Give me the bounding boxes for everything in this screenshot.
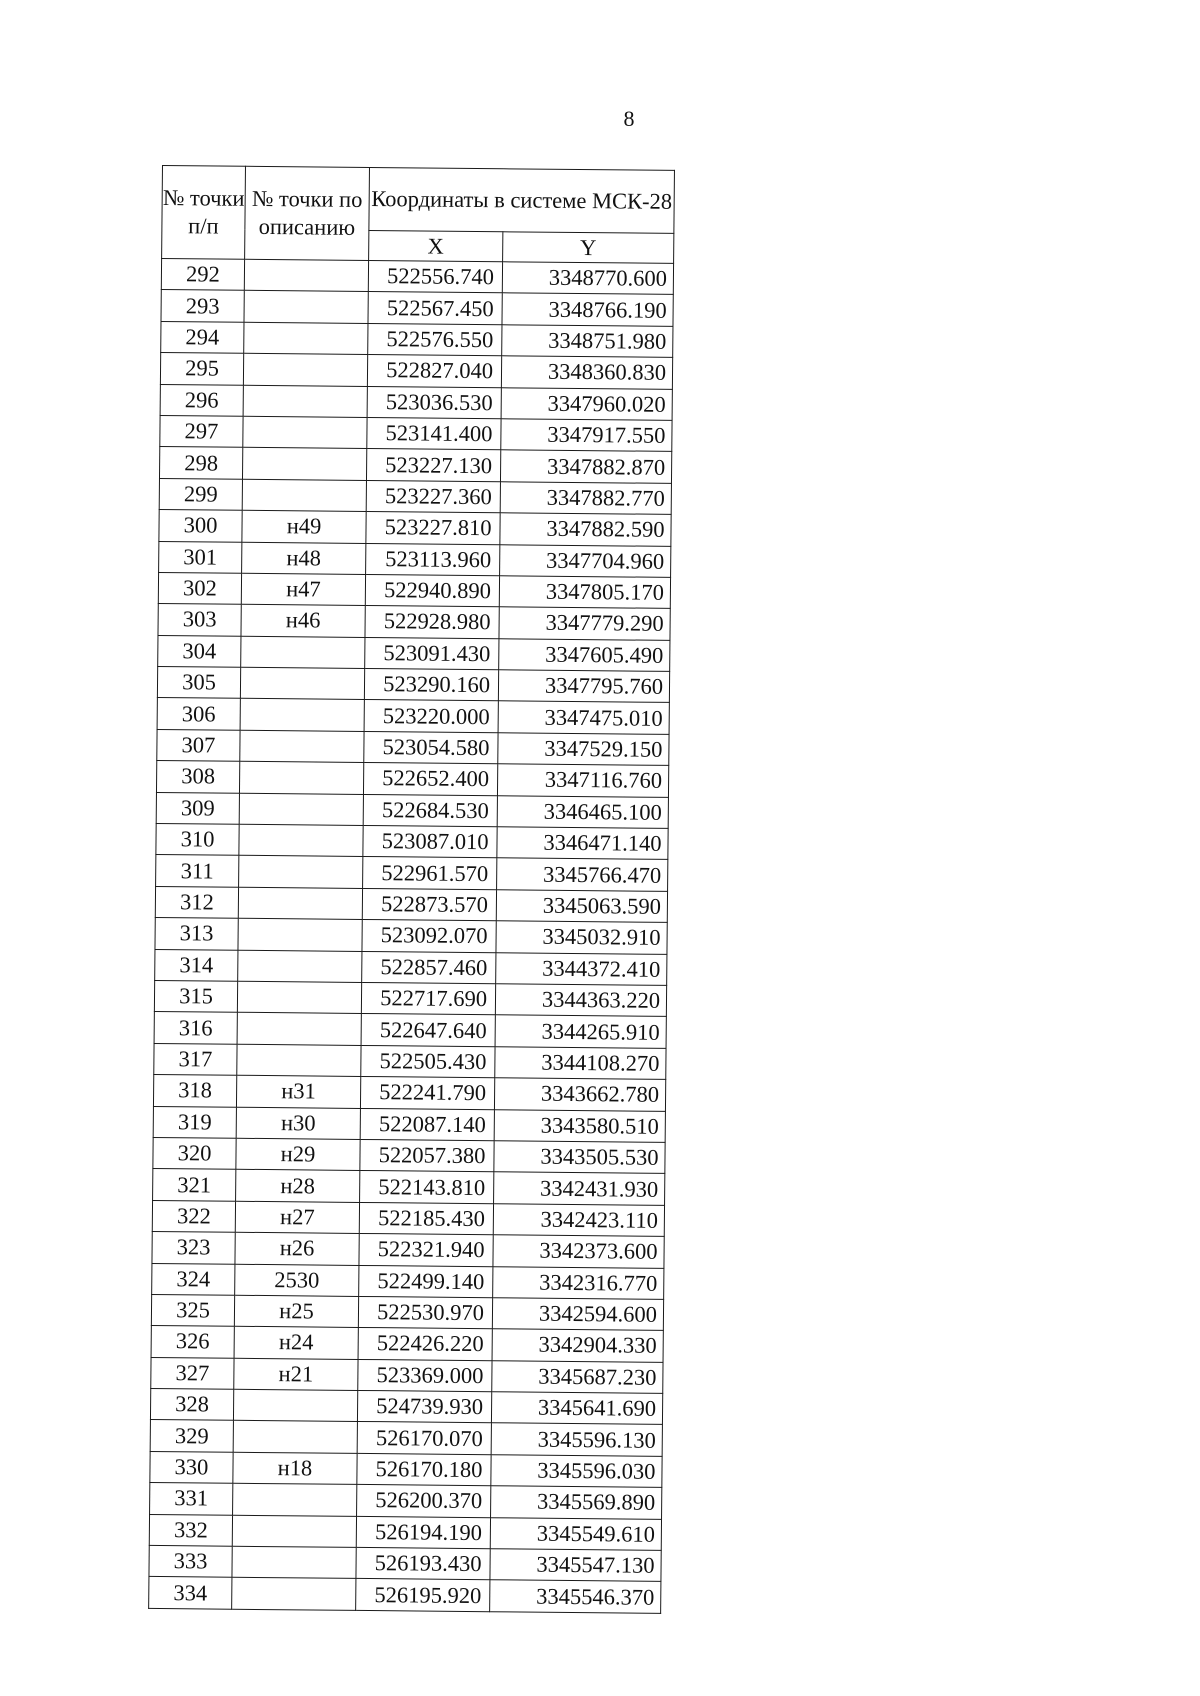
description-point-cell [242, 479, 366, 512]
description-point-cell: н24 [234, 1327, 358, 1360]
point-number-cell: 328 [150, 1389, 233, 1421]
x-coordinate-cell: 523036.530 [367, 386, 501, 419]
description-point-cell [242, 448, 366, 481]
x-coordinate-cell: 522057.380 [360, 1139, 494, 1172]
y-coordinate-cell: 3345569.890 [491, 1486, 662, 1519]
y-coordinate-cell: 3345063.590 [496, 890, 667, 923]
description-point-cell [238, 918, 362, 951]
table-row [161, 321, 673, 357]
y-coordinate-cell: 3346471.140 [497, 827, 668, 860]
point-number-cell: 315 [154, 980, 237, 1012]
description-point-cell [239, 824, 363, 857]
x-coordinate-cell: 523369.000 [358, 1359, 492, 1392]
description-point-cell: н28 [236, 1170, 360, 1203]
description-point-cell [240, 667, 364, 700]
table-row [158, 635, 670, 671]
point-number-cell: 332 [149, 1514, 232, 1546]
y-coordinate-cell: 3345766.470 [497, 858, 668, 891]
y-coordinate-cell: 3345546.370 [490, 1580, 661, 1613]
table-row [149, 1514, 661, 1550]
point-number-cell: 326 [151, 1326, 234, 1358]
table-row [161, 259, 673, 295]
table-row [153, 1169, 665, 1205]
point-number-cell: 317 [154, 1043, 237, 1075]
description-point-cell: н29 [236, 1138, 360, 1171]
x-coordinate-cell: 523054.580 [364, 731, 498, 764]
x-coordinate-cell: 523087.010 [363, 825, 497, 858]
y-coordinate-cell: 3347605.490 [499, 638, 670, 671]
table-row [152, 1200, 664, 1236]
point-number-cell: 319 [153, 1106, 236, 1138]
table-row [158, 604, 670, 640]
table-row [154, 1012, 666, 1048]
description-point-cell [238, 950, 362, 983]
y-coordinate-cell: 3347704.960 [500, 544, 671, 577]
point-number-cell: 294 [161, 321, 244, 353]
point-number-cell: 300 [159, 510, 242, 542]
table-row [160, 353, 672, 389]
table-row [152, 1263, 664, 1299]
x-coordinate-cell: 523227.810 [366, 512, 500, 545]
y-coordinate-cell: 3343580.510 [494, 1109, 665, 1142]
y-coordinate-cell: 3347882.770 [500, 481, 671, 514]
description-point-cell [243, 385, 367, 418]
point-number-cell: 329 [150, 1420, 233, 1452]
y-coordinate-cell: 3345596.130 [491, 1423, 662, 1456]
y-coordinate-cell: 3347779.290 [499, 607, 670, 640]
description-point-cell [233, 1421, 357, 1454]
description-point-cell [240, 699, 364, 732]
header-y: Y [503, 232, 674, 264]
x-coordinate-cell: 522321.940 [359, 1234, 493, 1267]
header-description-point: № точки по описанию [245, 166, 370, 260]
table-row [157, 729, 669, 765]
table-row [159, 447, 671, 483]
description-point-cell: н18 [233, 1452, 357, 1485]
description-point-cell [240, 730, 364, 763]
y-coordinate-cell: 3347805.170 [499, 576, 670, 609]
table-row [161, 290, 673, 326]
description-point-cell [239, 856, 363, 889]
x-coordinate-cell: 522576.550 [368, 323, 502, 356]
table-row [151, 1326, 663, 1362]
x-coordinate-cell: 526194.190 [356, 1516, 490, 1549]
y-coordinate-cell: 3345596.030 [491, 1455, 662, 1488]
table-row [156, 824, 668, 860]
x-coordinate-cell: 522873.570 [362, 888, 496, 921]
point-number-cell: 333 [149, 1545, 232, 1577]
table-row [151, 1294, 663, 1330]
table-header [162, 166, 675, 264]
header-coordinates: Координаты в системе МСК-28 [369, 167, 675, 233]
x-coordinate-cell: 526200.370 [357, 1485, 491, 1518]
table-row [155, 949, 667, 985]
point-number-cell: 331 [150, 1483, 233, 1515]
table-row [159, 510, 671, 546]
table-row [150, 1483, 662, 1519]
point-number-cell: 318 [153, 1075, 236, 1107]
y-coordinate-cell: 3344108.270 [495, 1047, 666, 1080]
description-point-cell [237, 981, 361, 1014]
description-point-cell: н49 [242, 510, 366, 543]
x-coordinate-cell: 522857.460 [362, 951, 496, 984]
x-coordinate-cell: 522567.450 [368, 292, 502, 325]
y-coordinate-cell: 3347475.010 [498, 701, 669, 734]
point-number-cell: 308 [156, 761, 239, 793]
x-coordinate-cell: 523141.400 [367, 417, 501, 450]
table-row [157, 667, 669, 703]
description-point-cell [232, 1578, 356, 1611]
point-number-cell: 306 [157, 698, 240, 730]
y-coordinate-cell: 3346465.100 [497, 795, 668, 828]
table-row [157, 698, 669, 734]
y-coordinate-cell: 3347960.020 [501, 387, 672, 420]
y-coordinate-cell: 3344265.910 [495, 1015, 666, 1048]
point-number-cell: 303 [158, 604, 241, 636]
point-number-cell: 302 [158, 572, 241, 604]
point-number-cell: 292 [161, 259, 244, 291]
description-point-cell [237, 1013, 361, 1046]
table-row [149, 1577, 661, 1613]
table-row [159, 541, 671, 577]
table-row [152, 1232, 664, 1268]
table-row [155, 886, 667, 922]
x-coordinate-cell: 522241.790 [360, 1077, 494, 1110]
point-number-cell: 325 [151, 1294, 234, 1326]
table-row [150, 1420, 662, 1456]
x-coordinate-cell: 522652.400 [363, 763, 497, 796]
y-coordinate-cell: 3342431.930 [494, 1172, 665, 1205]
description-point-cell [243, 353, 367, 386]
page-number: 8 [623, 106, 635, 131]
point-number-cell: 312 [155, 886, 238, 918]
y-coordinate-cell: 3344363.220 [495, 984, 666, 1017]
y-coordinate-cell: 3347882.590 [500, 513, 671, 546]
point-number-cell: 297 [160, 415, 243, 447]
y-coordinate-cell: 3342373.600 [493, 1235, 664, 1268]
point-number-cell: 310 [156, 824, 239, 856]
x-coordinate-cell: 523113.960 [366, 543, 500, 576]
point-number-cell: 313 [155, 918, 238, 950]
x-coordinate-cell: 522961.570 [363, 857, 497, 890]
description-point-cell: н46 [241, 605, 365, 638]
x-coordinate-cell: 522185.430 [359, 1202, 493, 1235]
table-row [154, 1043, 666, 1079]
y-coordinate-cell: 3345547.130 [490, 1549, 661, 1582]
y-coordinate-cell: 3345687.230 [492, 1360, 663, 1393]
x-coordinate-cell: 523091.430 [365, 637, 499, 670]
table-row [150, 1451, 662, 1487]
description-point-cell [239, 762, 363, 795]
y-coordinate-cell: 3347795.760 [498, 670, 669, 703]
x-coordinate-cell: 524739.930 [357, 1390, 491, 1423]
point-number-cell: 304 [158, 635, 241, 667]
table-row [156, 792, 668, 828]
x-coordinate-cell: 523227.130 [366, 449, 500, 482]
table-row [153, 1137, 665, 1173]
point-number-cell: 298 [159, 447, 242, 479]
point-number-cell: 324 [152, 1263, 235, 1295]
y-coordinate-cell: 3348770.600 [502, 262, 673, 295]
header-x: X [369, 230, 503, 261]
table-row [160, 384, 672, 420]
point-number-cell: 311 [156, 855, 239, 887]
x-coordinate-cell: 522143.810 [360, 1171, 494, 1204]
description-point-cell [244, 291, 368, 324]
description-point-cell [238, 887, 362, 920]
point-number-cell: 316 [154, 1012, 237, 1044]
description-point-cell [232, 1546, 356, 1579]
y-coordinate-cell: 3347116.760 [497, 764, 668, 797]
point-number-cell: 321 [153, 1169, 236, 1201]
y-coordinate-cell: 3345032.910 [496, 921, 667, 954]
table-row [149, 1545, 661, 1581]
x-coordinate-cell: 522426.220 [358, 1328, 492, 1361]
x-coordinate-cell: 523092.070 [362, 920, 496, 953]
description-point-cell: н26 [235, 1232, 359, 1265]
x-coordinate-cell: 523220.000 [364, 700, 498, 733]
description-point-cell [233, 1483, 357, 1516]
y-coordinate-cell: 3343662.780 [494, 1078, 665, 1111]
y-coordinate-cell: 3344372.410 [496, 952, 667, 985]
y-coordinate-cell: 3342423.110 [493, 1203, 664, 1236]
y-coordinate-cell: 3348766.190 [502, 293, 673, 326]
y-coordinate-cell: 3342316.770 [493, 1266, 664, 1299]
point-number-cell: 301 [159, 541, 242, 573]
description-point-cell: н48 [242, 542, 366, 575]
x-coordinate-cell: 522087.140 [360, 1108, 494, 1141]
y-coordinate-cell: 3345641.690 [491, 1392, 662, 1425]
x-coordinate-cell: 522530.970 [358, 1296, 492, 1329]
x-coordinate-cell: 522684.530 [363, 794, 497, 827]
table-row [155, 918, 667, 954]
table-row [158, 572, 670, 608]
coordinates-table [148, 165, 675, 1614]
table-row [151, 1357, 663, 1393]
y-coordinate-cell: 3348751.980 [502, 325, 673, 358]
y-coordinate-cell: 3347882.870 [500, 450, 671, 483]
point-number-cell: 327 [151, 1357, 234, 1389]
table-row [156, 855, 668, 891]
header-point-number: № точки п/п [162, 166, 246, 260]
description-point-cell [237, 1044, 361, 1077]
table-row [159, 478, 671, 514]
x-coordinate-cell: 526193.430 [356, 1547, 490, 1580]
table-row [154, 980, 666, 1016]
description-point-cell: н21 [234, 1358, 358, 1391]
description-point-cell: н31 [236, 1075, 360, 1108]
table-row [153, 1106, 665, 1142]
point-number-cell: 309 [156, 792, 239, 824]
table-row [156, 761, 668, 797]
description-point-cell: 2530 [235, 1264, 359, 1297]
x-coordinate-cell: 523227.360 [366, 480, 500, 513]
description-point-cell: н27 [235, 1201, 359, 1234]
description-point-cell [232, 1515, 356, 1548]
description-point-cell: н47 [241, 573, 365, 606]
x-coordinate-cell: 522717.690 [361, 982, 495, 1015]
table-row [153, 1075, 665, 1111]
point-number-cell: 314 [155, 949, 238, 981]
x-coordinate-cell: 522928.980 [365, 606, 499, 639]
x-coordinate-cell: 526170.180 [357, 1453, 491, 1486]
point-number-cell: 295 [160, 353, 243, 385]
x-coordinate-cell: 522940.890 [365, 574, 499, 607]
x-coordinate-cell: 523290.160 [364, 669, 498, 702]
y-coordinate-cell: 3347529.150 [498, 733, 669, 766]
point-number-cell: 330 [150, 1451, 233, 1483]
x-coordinate-cell: 522505.430 [361, 1045, 495, 1078]
table-body [149, 259, 674, 1614]
description-point-cell: н25 [234, 1295, 358, 1328]
x-coordinate-cell: 526195.920 [356, 1579, 490, 1612]
point-number-cell: 305 [157, 667, 240, 699]
point-number-cell: 293 [161, 290, 244, 322]
y-coordinate-cell: 3347917.550 [501, 419, 672, 452]
x-coordinate-cell: 522499.140 [359, 1265, 493, 1298]
y-coordinate-cell: 3348360.830 [501, 356, 672, 389]
description-point-cell [239, 793, 363, 826]
x-coordinate-cell: 522647.640 [361, 1014, 495, 1047]
point-number-cell: 296 [160, 384, 243, 416]
description-point-cell [244, 322, 368, 355]
y-coordinate-cell: 3343505.530 [494, 1141, 665, 1174]
table-row [150, 1389, 662, 1425]
point-number-cell: 299 [159, 478, 242, 510]
x-coordinate-cell: 526170.070 [357, 1422, 491, 1455]
table-row [160, 415, 672, 451]
point-number-cell: 320 [153, 1137, 236, 1169]
x-coordinate-cell: 522556.740 [368, 260, 502, 293]
description-point-cell [241, 636, 365, 669]
point-number-cell: 323 [152, 1232, 235, 1264]
description-point-cell [244, 259, 368, 292]
y-coordinate-cell: 3342904.330 [492, 1329, 663, 1362]
description-point-cell: н30 [236, 1107, 360, 1140]
description-point-cell [233, 1389, 357, 1422]
y-coordinate-cell: 3342594.600 [492, 1298, 663, 1331]
point-number-cell: 334 [149, 1577, 232, 1609]
y-coordinate-cell: 3345549.610 [490, 1517, 661, 1550]
point-number-cell: 322 [152, 1200, 235, 1232]
point-number-cell: 307 [157, 729, 240, 761]
x-coordinate-cell: 522827.040 [367, 355, 501, 388]
description-point-cell [243, 416, 367, 449]
